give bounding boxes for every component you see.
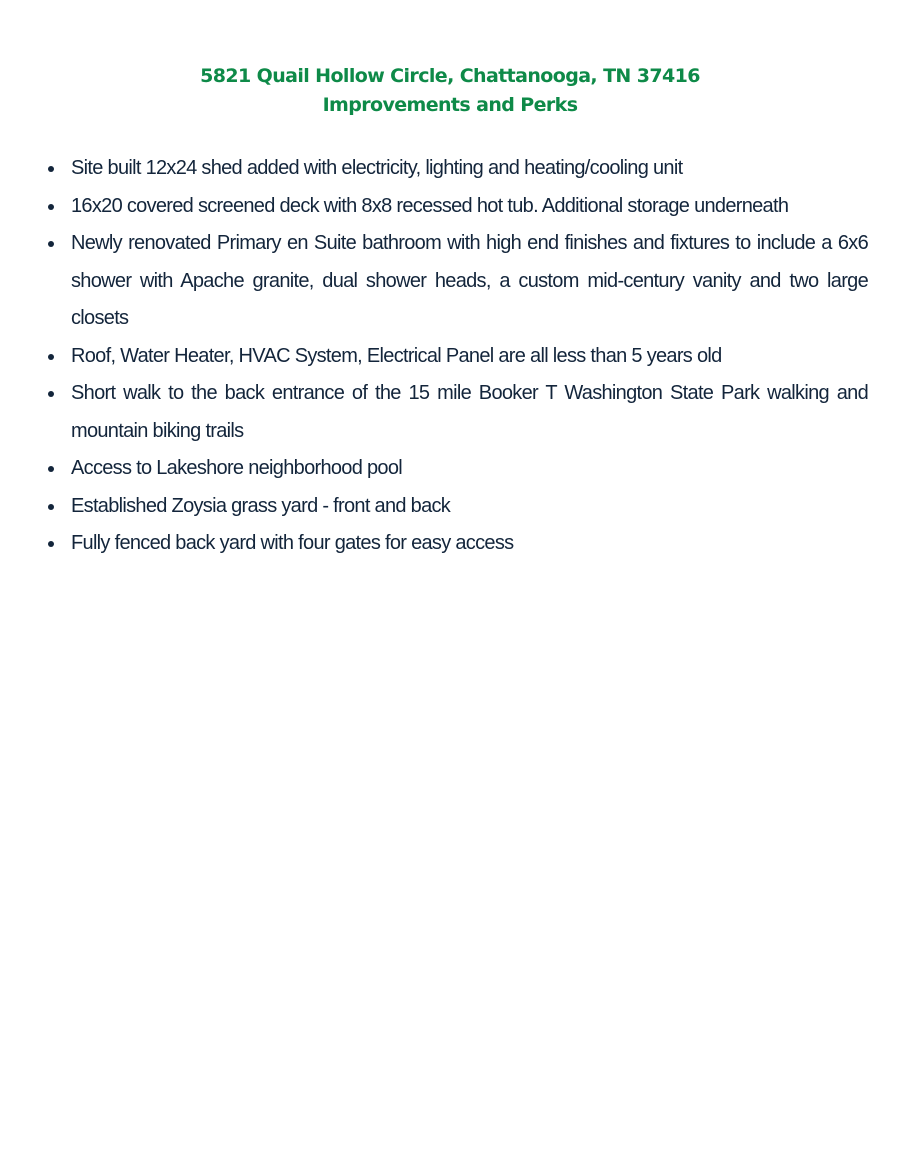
list-item-text: Roof, Water Heater, HVAC System, Electrical Panel are all less than 5 years old xyxy=(71,344,722,367)
list-item xyxy=(48,338,868,376)
bullet-icon xyxy=(48,354,54,360)
bullet-icon xyxy=(48,466,54,472)
list-item xyxy=(48,525,868,563)
list-item-text: Established Zoysia grass yard - front and back xyxy=(71,494,451,517)
list-item xyxy=(48,188,868,226)
perks-list xyxy=(48,150,868,563)
list-item xyxy=(48,225,868,338)
bullet-icon xyxy=(48,541,54,547)
list-item xyxy=(48,150,868,188)
bullet-icon xyxy=(48,241,54,247)
list-item xyxy=(48,450,868,488)
bullet-icon xyxy=(48,391,54,397)
list-item-text: Site built 12x24 shed added with electricity, lighting and heating/cooling unit xyxy=(71,157,683,179)
list-item-text: Short walk to the back entrance of the 15 mile Booker T Washington State Park walking and mountain biking trails xyxy=(71,382,868,442)
bullet-icon xyxy=(48,166,54,172)
list-item-text: Fully fenced back yard with four gates for easy access xyxy=(71,532,514,554)
bullet-icon xyxy=(48,204,54,210)
list-item-text: Newly renovated Primary en Suite bathroom with high end finishes and fixtures to include a 6x6 shower with Apache granite, dual shower heads, a custom mid-century vanity and two large closets xyxy=(71,232,868,329)
list-item-text: Access to Lakeshore neighborhood pool xyxy=(71,457,403,479)
list-item-text: 16x20 covered screened deck with 8x8 recessed hot tub. Additional storage underneath xyxy=(71,194,789,217)
document-subtitle: Improvements and Perks xyxy=(322,94,578,116)
bullet-icon xyxy=(48,504,54,510)
list-item xyxy=(48,488,868,526)
list-item xyxy=(48,375,868,450)
property-address: 5821 Quail Hollow Circle, Chattanooga, TN 37416 xyxy=(200,65,700,87)
document-title xyxy=(0,62,900,120)
